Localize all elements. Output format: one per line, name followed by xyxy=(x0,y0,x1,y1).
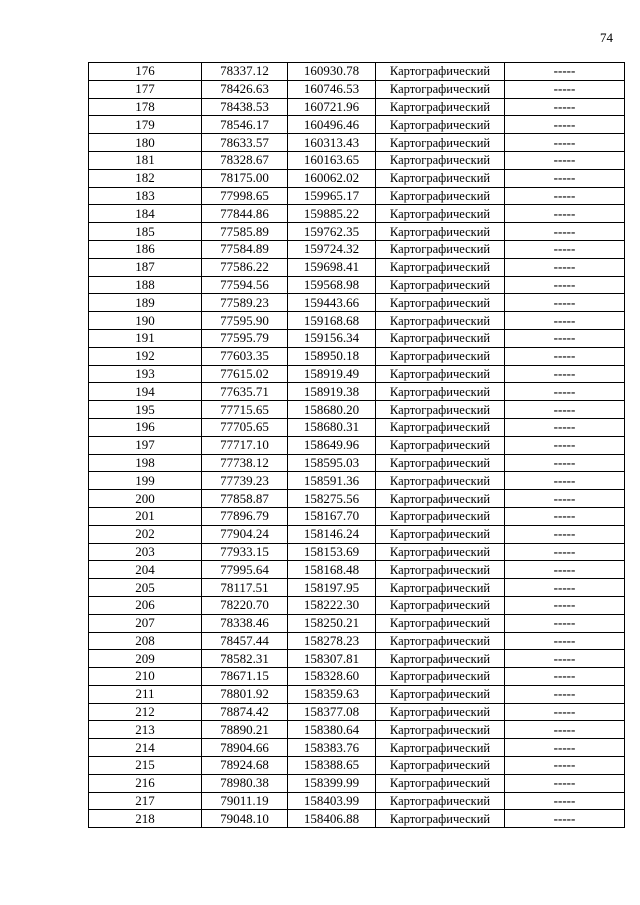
y-coordinate-cell: 158680.31 xyxy=(288,418,376,436)
accuracy-cell: ----- xyxy=(505,632,625,650)
x-coordinate-cell: 78801.92 xyxy=(202,685,288,703)
x-coordinate-cell: 77998.65 xyxy=(202,187,288,205)
accuracy-cell: ----- xyxy=(505,543,625,561)
table-row xyxy=(89,561,625,579)
x-coordinate-cell: 78426.63 xyxy=(202,80,288,98)
y-coordinate-cell: 158359.63 xyxy=(288,685,376,703)
x-coordinate-cell: 77615.02 xyxy=(202,365,288,383)
method-cell: Картографический xyxy=(376,774,505,792)
accuracy-cell: ----- xyxy=(505,561,625,579)
point-number-cell: 187 xyxy=(89,258,202,276)
table-row xyxy=(89,774,625,792)
method-cell: Картографический xyxy=(376,63,505,81)
method-cell: Картографический xyxy=(376,543,505,561)
x-coordinate-cell: 78117.51 xyxy=(202,579,288,597)
point-number-cell: 176 xyxy=(89,63,202,81)
point-number-cell: 193 xyxy=(89,365,202,383)
point-number-cell: 192 xyxy=(89,347,202,365)
table-row xyxy=(89,169,625,187)
accuracy-cell: ----- xyxy=(505,223,625,241)
y-coordinate-cell: 160496.46 xyxy=(288,116,376,134)
point-number-cell: 214 xyxy=(89,739,202,757)
x-coordinate-cell: 78337.12 xyxy=(202,63,288,81)
method-cell: Картографический xyxy=(376,365,505,383)
x-coordinate-cell: 78582.31 xyxy=(202,650,288,668)
accuracy-cell: ----- xyxy=(505,418,625,436)
table-row xyxy=(89,401,625,419)
accuracy-cell: ----- xyxy=(505,739,625,757)
table-row xyxy=(89,312,625,330)
y-coordinate-cell: 158403.99 xyxy=(288,792,376,810)
accuracy-cell: ----- xyxy=(505,507,625,525)
accuracy-cell: ----- xyxy=(505,685,625,703)
y-coordinate-cell: 159568.98 xyxy=(288,276,376,294)
point-number-cell: 180 xyxy=(89,134,202,152)
table-row xyxy=(89,472,625,490)
x-coordinate-cell: 77635.71 xyxy=(202,383,288,401)
point-number-cell: 189 xyxy=(89,294,202,312)
point-number-cell: 213 xyxy=(89,721,202,739)
y-coordinate-cell: 158153.69 xyxy=(288,543,376,561)
point-number-cell: 184 xyxy=(89,205,202,223)
y-coordinate-cell: 159724.32 xyxy=(288,240,376,258)
y-coordinate-cell: 158328.60 xyxy=(288,668,376,686)
y-coordinate-cell: 158167.70 xyxy=(288,507,376,525)
method-cell: Картографический xyxy=(376,561,505,579)
y-coordinate-cell: 159762.35 xyxy=(288,223,376,241)
table-row xyxy=(89,240,625,258)
point-number-cell: 202 xyxy=(89,525,202,543)
y-coordinate-cell: 158168.48 xyxy=(288,561,376,579)
accuracy-cell: ----- xyxy=(505,134,625,152)
x-coordinate-cell: 77858.87 xyxy=(202,490,288,508)
method-cell: Картографический xyxy=(376,80,505,98)
y-coordinate-cell: 159156.34 xyxy=(288,329,376,347)
x-coordinate-cell: 78904.66 xyxy=(202,739,288,757)
point-number-cell: 198 xyxy=(89,454,202,472)
table-row xyxy=(89,810,625,828)
method-cell: Картографический xyxy=(376,276,505,294)
method-cell: Картографический xyxy=(376,98,505,116)
x-coordinate-cell: 77896.79 xyxy=(202,507,288,525)
x-coordinate-cell: 78980.38 xyxy=(202,774,288,792)
table-row xyxy=(89,632,625,650)
y-coordinate-cell: 159168.68 xyxy=(288,312,376,330)
point-number-cell: 206 xyxy=(89,596,202,614)
accuracy-cell: ----- xyxy=(505,294,625,312)
table-row xyxy=(89,543,625,561)
x-coordinate-cell: 77603.35 xyxy=(202,347,288,365)
accuracy-cell: ----- xyxy=(505,205,625,223)
method-cell: Картографический xyxy=(376,792,505,810)
x-coordinate-cell: 78924.68 xyxy=(202,757,288,775)
table-row xyxy=(89,721,625,739)
point-number-cell: 195 xyxy=(89,401,202,419)
point-number-cell: 179 xyxy=(89,116,202,134)
table-row xyxy=(89,347,625,365)
accuracy-cell: ----- xyxy=(505,757,625,775)
y-coordinate-cell: 158950.18 xyxy=(288,347,376,365)
table-row xyxy=(89,80,625,98)
y-coordinate-cell: 158919.49 xyxy=(288,365,376,383)
method-cell: Картографический xyxy=(376,134,505,152)
accuracy-cell: ----- xyxy=(505,650,625,668)
x-coordinate-cell: 77589.23 xyxy=(202,294,288,312)
method-cell: Картографический xyxy=(376,579,505,597)
table-row xyxy=(89,205,625,223)
x-coordinate-cell: 78438.53 xyxy=(202,98,288,116)
y-coordinate-cell: 158406.88 xyxy=(288,810,376,828)
method-cell: Картографический xyxy=(376,454,505,472)
point-number-cell: 205 xyxy=(89,579,202,597)
point-number-cell: 181 xyxy=(89,151,202,169)
accuracy-cell: ----- xyxy=(505,472,625,490)
point-number-cell: 215 xyxy=(89,757,202,775)
table-row xyxy=(89,294,625,312)
method-cell: Картографический xyxy=(376,116,505,134)
table-row xyxy=(89,63,625,81)
method-cell: Картографический xyxy=(376,703,505,721)
y-coordinate-cell: 158388.65 xyxy=(288,757,376,775)
table-row xyxy=(89,134,625,152)
coordinates-table xyxy=(88,62,625,828)
point-number-cell: 211 xyxy=(89,685,202,703)
y-coordinate-cell: 158595.03 xyxy=(288,454,376,472)
x-coordinate-cell: 78338.46 xyxy=(202,614,288,632)
method-cell: Картографический xyxy=(376,596,505,614)
point-number-cell: 183 xyxy=(89,187,202,205)
table-row xyxy=(89,98,625,116)
method-cell: Картографический xyxy=(376,418,505,436)
y-coordinate-cell: 160746.53 xyxy=(288,80,376,98)
method-cell: Картографический xyxy=(376,650,505,668)
method-cell: Картографический xyxy=(376,294,505,312)
table-row xyxy=(89,757,625,775)
point-number-cell: 194 xyxy=(89,383,202,401)
point-number-cell: 216 xyxy=(89,774,202,792)
method-cell: Картографический xyxy=(376,614,505,632)
point-number-cell: 204 xyxy=(89,561,202,579)
x-coordinate-cell: 78546.17 xyxy=(202,116,288,134)
point-number-cell: 186 xyxy=(89,240,202,258)
table-row xyxy=(89,507,625,525)
method-cell: Картографический xyxy=(376,507,505,525)
accuracy-cell: ----- xyxy=(505,668,625,686)
accuracy-cell: ----- xyxy=(505,703,625,721)
table-row xyxy=(89,614,625,632)
method-cell: Картографический xyxy=(376,472,505,490)
x-coordinate-cell: 79011.19 xyxy=(202,792,288,810)
x-coordinate-cell: 78633.57 xyxy=(202,134,288,152)
table-row xyxy=(89,490,625,508)
point-number-cell: 190 xyxy=(89,312,202,330)
point-number-cell: 203 xyxy=(89,543,202,561)
accuracy-cell: ----- xyxy=(505,187,625,205)
method-cell: Картографический xyxy=(376,329,505,347)
method-cell: Картографический xyxy=(376,685,505,703)
point-number-cell: 208 xyxy=(89,632,202,650)
table-row xyxy=(89,703,625,721)
x-coordinate-cell: 77738.12 xyxy=(202,454,288,472)
coordinates-table-body xyxy=(89,63,625,828)
point-number-cell: 210 xyxy=(89,668,202,686)
accuracy-cell: ----- xyxy=(505,151,625,169)
accuracy-cell: ----- xyxy=(505,792,625,810)
method-cell: Картографический xyxy=(376,525,505,543)
method-cell: Картографический xyxy=(376,223,505,241)
y-coordinate-cell: 160163.65 xyxy=(288,151,376,169)
method-cell: Картографический xyxy=(376,721,505,739)
accuracy-cell: ----- xyxy=(505,596,625,614)
table-row xyxy=(89,436,625,454)
table-row xyxy=(89,650,625,668)
y-coordinate-cell: 158680.20 xyxy=(288,401,376,419)
method-cell: Картографический xyxy=(376,757,505,775)
y-coordinate-cell: 158919.38 xyxy=(288,383,376,401)
y-coordinate-cell: 158591.36 xyxy=(288,472,376,490)
point-number-cell: 201 xyxy=(89,507,202,525)
x-coordinate-cell: 77584.89 xyxy=(202,240,288,258)
table-row xyxy=(89,454,625,472)
table-row xyxy=(89,365,625,383)
y-coordinate-cell: 159698.41 xyxy=(288,258,376,276)
accuracy-cell: ----- xyxy=(505,116,625,134)
x-coordinate-cell: 77585.89 xyxy=(202,223,288,241)
accuracy-cell: ----- xyxy=(505,276,625,294)
x-coordinate-cell: 78220.70 xyxy=(202,596,288,614)
table-row xyxy=(89,685,625,703)
x-coordinate-cell: 77595.90 xyxy=(202,312,288,330)
y-coordinate-cell: 158197.95 xyxy=(288,579,376,597)
accuracy-cell: ----- xyxy=(505,579,625,597)
x-coordinate-cell: 77995.64 xyxy=(202,561,288,579)
x-coordinate-cell: 77595.79 xyxy=(202,329,288,347)
table-row xyxy=(89,258,625,276)
x-coordinate-cell: 77844.86 xyxy=(202,205,288,223)
page-number: 74 xyxy=(600,30,613,45)
point-number-cell: 197 xyxy=(89,436,202,454)
point-number-cell: 212 xyxy=(89,703,202,721)
accuracy-cell: ----- xyxy=(505,383,625,401)
table-row xyxy=(89,276,625,294)
point-number-cell: 199 xyxy=(89,472,202,490)
table-row xyxy=(89,418,625,436)
accuracy-cell: ----- xyxy=(505,525,625,543)
method-cell: Картографический xyxy=(376,312,505,330)
x-coordinate-cell: 77739.23 xyxy=(202,472,288,490)
x-coordinate-cell: 77594.56 xyxy=(202,276,288,294)
accuracy-cell: ----- xyxy=(505,401,625,419)
y-coordinate-cell: 158380.64 xyxy=(288,721,376,739)
accuracy-cell: ----- xyxy=(505,454,625,472)
y-coordinate-cell: 158377.08 xyxy=(288,703,376,721)
table-row xyxy=(89,383,625,401)
point-number-cell: 209 xyxy=(89,650,202,668)
x-coordinate-cell: 77715.65 xyxy=(202,401,288,419)
y-coordinate-cell: 158383.76 xyxy=(288,739,376,757)
method-cell: Картографический xyxy=(376,401,505,419)
y-coordinate-cell: 160721.96 xyxy=(288,98,376,116)
table-row xyxy=(89,525,625,543)
accuracy-cell: ----- xyxy=(505,169,625,187)
accuracy-cell: ----- xyxy=(505,258,625,276)
method-cell: Картографический xyxy=(376,632,505,650)
y-coordinate-cell: 158278.23 xyxy=(288,632,376,650)
accuracy-cell: ----- xyxy=(505,810,625,828)
x-coordinate-cell: 77586.22 xyxy=(202,258,288,276)
x-coordinate-cell: 77717.10 xyxy=(202,436,288,454)
accuracy-cell: ----- xyxy=(505,240,625,258)
method-cell: Картографический xyxy=(376,739,505,757)
accuracy-cell: ----- xyxy=(505,98,625,116)
accuracy-cell: ----- xyxy=(505,329,625,347)
x-coordinate-cell: 78671.15 xyxy=(202,668,288,686)
point-number-cell: 207 xyxy=(89,614,202,632)
point-number-cell: 191 xyxy=(89,329,202,347)
point-number-cell: 178 xyxy=(89,98,202,116)
accuracy-cell: ----- xyxy=(505,490,625,508)
method-cell: Картографический xyxy=(376,151,505,169)
x-coordinate-cell: 77904.24 xyxy=(202,525,288,543)
accuracy-cell: ----- xyxy=(505,436,625,454)
table-row xyxy=(89,116,625,134)
table-row xyxy=(89,579,625,597)
point-number-cell: 177 xyxy=(89,80,202,98)
y-coordinate-cell: 158307.81 xyxy=(288,650,376,668)
table-row xyxy=(89,329,625,347)
table-row xyxy=(89,792,625,810)
accuracy-cell: ----- xyxy=(505,774,625,792)
method-cell: Картографический xyxy=(376,383,505,401)
x-coordinate-cell: 78175.00 xyxy=(202,169,288,187)
point-number-cell: 200 xyxy=(89,490,202,508)
method-cell: Картографический xyxy=(376,169,505,187)
x-coordinate-cell: 77705.65 xyxy=(202,418,288,436)
x-coordinate-cell: 77933.15 xyxy=(202,543,288,561)
point-number-cell: 196 xyxy=(89,418,202,436)
y-coordinate-cell: 159965.17 xyxy=(288,187,376,205)
accuracy-cell: ----- xyxy=(505,365,625,383)
point-number-cell: 217 xyxy=(89,792,202,810)
table-row xyxy=(89,223,625,241)
accuracy-cell: ----- xyxy=(505,347,625,365)
y-coordinate-cell: 158649.96 xyxy=(288,436,376,454)
x-coordinate-cell: 78874.42 xyxy=(202,703,288,721)
table-row xyxy=(89,739,625,757)
x-coordinate-cell: 78328.67 xyxy=(202,151,288,169)
y-coordinate-cell: 158399.99 xyxy=(288,774,376,792)
table-row xyxy=(89,187,625,205)
point-number-cell: 218 xyxy=(89,810,202,828)
x-coordinate-cell: 79048.10 xyxy=(202,810,288,828)
x-coordinate-cell: 78457.44 xyxy=(202,632,288,650)
table-row xyxy=(89,668,625,686)
table-row xyxy=(89,151,625,169)
y-coordinate-cell: 158275.56 xyxy=(288,490,376,508)
method-cell: Картографический xyxy=(376,187,505,205)
y-coordinate-cell: 158146.24 xyxy=(288,525,376,543)
accuracy-cell: ----- xyxy=(505,80,625,98)
accuracy-cell: ----- xyxy=(505,312,625,330)
method-cell: Картографический xyxy=(376,668,505,686)
y-coordinate-cell: 158222.30 xyxy=(288,596,376,614)
table-row xyxy=(89,596,625,614)
x-coordinate-cell: 78890.21 xyxy=(202,721,288,739)
y-coordinate-cell: 160313.43 xyxy=(288,134,376,152)
method-cell: Картографический xyxy=(376,490,505,508)
point-number-cell: 182 xyxy=(89,169,202,187)
accuracy-cell: ----- xyxy=(505,63,625,81)
method-cell: Картографический xyxy=(376,258,505,276)
point-number-cell: 185 xyxy=(89,223,202,241)
method-cell: Картографический xyxy=(376,436,505,454)
accuracy-cell: ----- xyxy=(505,721,625,739)
y-coordinate-cell: 160062.02 xyxy=(288,169,376,187)
accuracy-cell: ----- xyxy=(505,614,625,632)
y-coordinate-cell: 158250.21 xyxy=(288,614,376,632)
y-coordinate-cell: 159885.22 xyxy=(288,205,376,223)
y-coordinate-cell: 160930.78 xyxy=(288,63,376,81)
point-number-cell: 188 xyxy=(89,276,202,294)
method-cell: Картографический xyxy=(376,240,505,258)
method-cell: Картографический xyxy=(376,810,505,828)
method-cell: Картографический xyxy=(376,205,505,223)
method-cell: Картографический xyxy=(376,347,505,365)
y-coordinate-cell: 159443.66 xyxy=(288,294,376,312)
